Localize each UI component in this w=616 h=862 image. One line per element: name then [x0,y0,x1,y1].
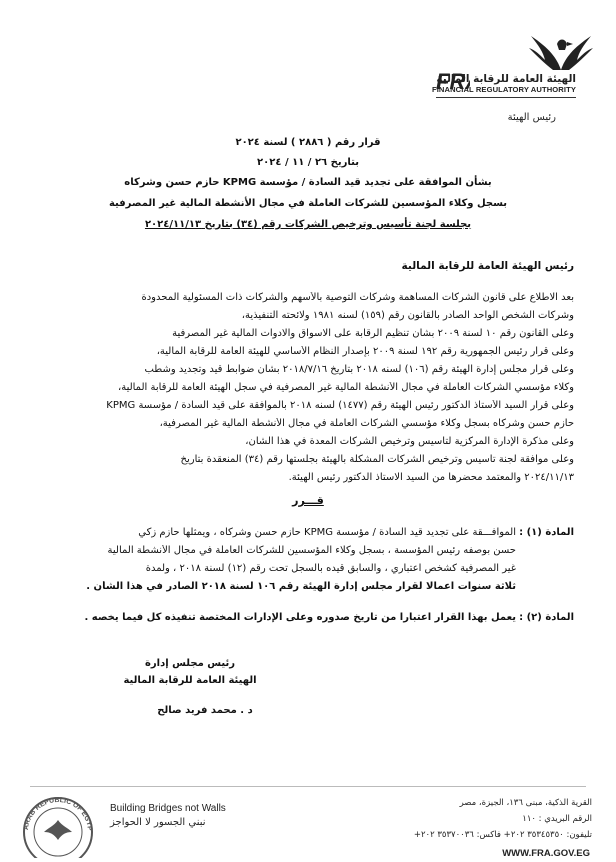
signature-title-1: رئيس مجلس إدارة [145,658,235,669]
article-1-label: المادة (١) : [519,527,574,538]
decision-date: بتاريخ ٢٦ / ١١ / ٢٠٢٤ [257,157,359,168]
article-1-line: الموافـــقة على تجديد قيد السادة / مؤسسة KPMG حازم حسن وشركاه ، ويمثلها حازم زكي [138,527,516,538]
footer-phones: تليفون: ٣٥٣٤٥٣٥٠ ٢٠٢+ فاكس: ٣٥٣٧٠٠٣٦ ٢٠٢+ [413,830,592,840]
fra-logo-text: FR [436,69,466,94]
preamble-line: بعد الاطلاع على قانون الشركات المساهمة وشركات التوصية بالأسهم والشركات ذات المسئولية المحدودة [141,292,574,303]
footer-address: القرية الذكية، مبنى ١٣٦، الجيزة، مصر [459,798,592,808]
article-1-line: غير المصرفية كشخص اعتباري ، والسابق قيده بالسجل تحت رقم (١٢) لسنة ٢٠١٨ ، ولمدة [145,563,516,574]
preamble-line: وشركات الشخص الواحد الصادر بالقانون رقم (١٥٩) لسنه ١٩٨١ ولائحته التنفيذية، [241,310,574,321]
preamble-line: ٢٠٢٤/١١/١٣ والمعتمد محضرها من السيد الاستاذ الدكتور رئيس الهيئة. [288,472,574,483]
decided-heading: قـــرر [292,494,324,507]
article-1-line: ثلاثة سنوات اعمالا لقرار مجلس إدارة الهيئة رقم ١٠٦ لسنة ٢٠١٨ الصادر في هذا الشأن . [86,581,516,592]
addressee: رئيس الهيئة العامة للرقابة المالية [401,260,574,272]
preamble-line: وعلى مذكرة الإدارة المركزية لتأسيس وترخيص الشركات المعدة في هذا الشأن، [245,436,574,447]
authority-name-en: FINANCIAL REGULATORY AUTHORITY [431,85,576,94]
slogan-en: Building Bridges not Walls [110,803,226,814]
article-2-text: يعمل بهذا القرار اعتبارا من تاريخ صدوره وعلى الإدارات المختصة تنفيذه كل فيما يخصه . [84,612,516,623]
preamble-line: وعلى قرار رئيس الجمهورية رقم ١٩٢ لسنة ٢٠٠٩ بإصدار النظام الأساسي للهيئة العامة للرقابة المالية، [156,346,574,357]
authority-name-ar: الهيئة العامة للرقابة المالية [436,73,576,85]
chairman-label: رئيس الهيئة [507,112,556,123]
preamble-line: وعلى قرار السيد الأستاذ الدكتور رئيس الهيئة رقم (١٤٧٧) لسنه ٢٠١٨ بالموافقة على قيد السادة / مؤسسة KPMG [106,400,574,411]
fra-seal-icon [16,794,100,862]
article-2-label: المادة (٢) : [519,612,574,623]
footer-divider [30,786,586,787]
footer-po-box: الرقم البريدي : ١١٠ [522,814,592,824]
header-divider [436,97,576,98]
article-1-line: حسن بوصفه رئيس المؤسسة ، بسجل وكلاء المؤسسين للشركات العاملة في مجال الأنشطة المالية [107,545,516,556]
signature-name: د . محمد فريد صالح [157,705,253,716]
preamble-line: وعلى قرار مجلس إدارة الهيئة رقم (١٠٦) لسنه ٢٠١٨ بتاريخ ٢٠١٨/٧/١٦ بشأن ضوابط قيد وتجديد وشطب [144,364,574,375]
decision-subject-line-1: بشأن الموافقة على تجديد قيد السادة / مؤسسة KPMG حازم حسن وشركاه [124,177,492,188]
slogan-ar: نبني الجسور لا الحواجز [110,817,206,828]
preamble-line: وعلى القانون رقم ١٠ لسنة ٢٠٠٩ بشأن تنظيم الرقابة على الاسواق والادوات المالية غير المصرفية [172,328,574,339]
decision-subject-line-3: بجلسة لجنة تأسيس وترخيص الشركات رقم (٣٤) بتاريخ ٢٠٢٤/١١/١٣ [144,219,472,230]
svg-text:ARAB REPUBLIC OF EGYPT: ARAB REPUBLIC OF EGYP [23,796,94,832]
preamble-line: وكلاء مؤسسي الشركات العاملة في مجال الأنشطة المالية غير المصرفية في سجل الهيئة العامة للرقابة المالية، [117,382,574,393]
signature-title-2: الهيئة العامة للرقابة المالية [123,675,257,686]
preamble-line: وعلى موافقة لجنة تأسيس وترخيص الشركات المشكلة بالهيئة بجلستها رقم (٣٤) المنعقدة بتاريخ [180,454,574,465]
preamble-line: حازم حسن وشركاه بسجل وكلاء مؤسسي الشركات العاملة في مجال الأنشطة المالية غير المصرفية، [159,418,574,429]
decision-number: قرار رقم ( ٢٨٨٦ ) لسنة ٢٠٢٤ [235,137,381,148]
decision-subject-line-2: بسجل وكلاء المؤسسين للشركات العاملة في مجال الأنشطة المالية غير المصرفية [108,198,508,209]
footer-website-link[interactable]: WWW.FRA.GOV.EG [502,848,590,859]
